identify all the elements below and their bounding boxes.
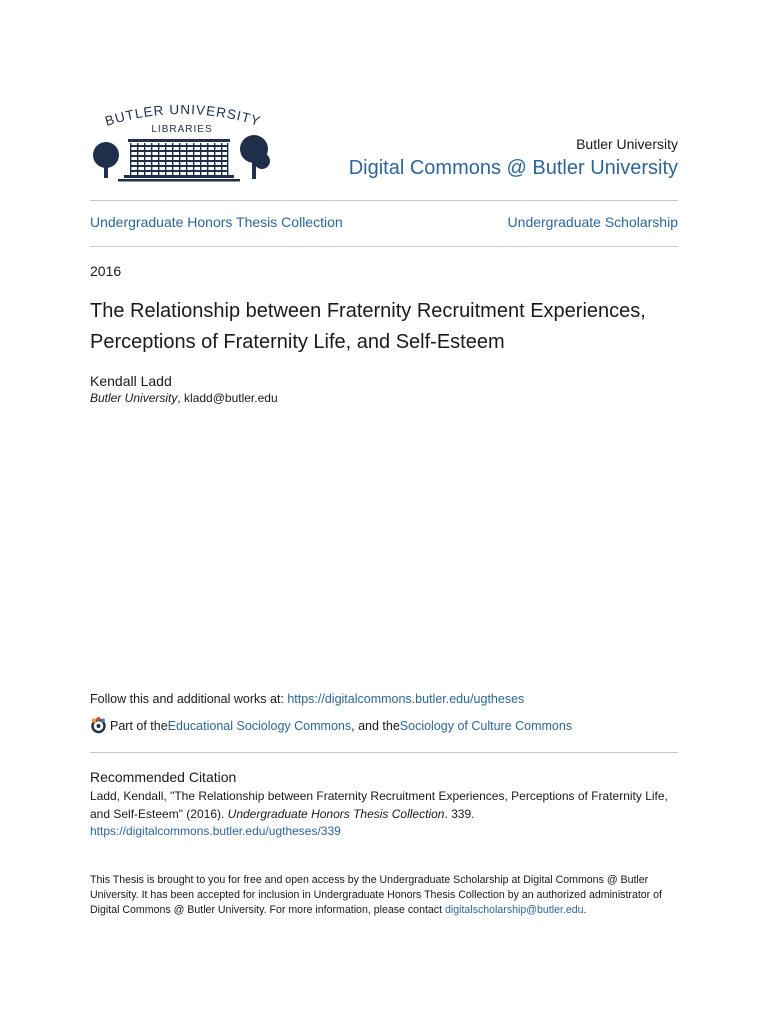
- publication-year: 2016: [90, 263, 122, 279]
- logo-line1: BUTLER UNIVERSITY: [103, 105, 263, 129]
- network-commons-icon: [90, 717, 107, 734]
- citation-block: [90, 788, 680, 841]
- divider: [90, 752, 678, 753]
- follow-url-link[interactable]: https://digitalcommons.butler.edu/ugtheses: [287, 692, 525, 706]
- access-statement-end: .: [583, 904, 587, 916]
- butler-libraries-logo: [90, 105, 275, 187]
- contact-email-link[interactable]: digitalscholarship@butler.edu: [444, 904, 584, 916]
- logo-line2: LIBRARIES: [151, 124, 213, 135]
- access-statement: [90, 873, 680, 918]
- follow-prefix: Follow this and additional works at:: [90, 692, 288, 706]
- scholarship-link[interactable]: Undergraduate Scholarship: [507, 214, 678, 230]
- institution-name: Butler University: [576, 136, 678, 152]
- repository-link[interactable]: Digital Commons @ Butler University: [348, 157, 678, 179]
- author-name: Kendall Ladd: [90, 373, 172, 389]
- affiliation-name: Butler University: [90, 391, 178, 405]
- sociology-of-culture-commons-link[interactable]: Sociology of Culture Commons: [399, 718, 573, 733]
- citation-url-link[interactable]: https://digitalcommons.butler.edu/ugtheses/339: [90, 824, 341, 838]
- follow-line: [90, 692, 524, 706]
- part-of-prefix: Part of the: [110, 718, 168, 733]
- part-of-middle: , and the: [351, 718, 400, 733]
- citation-text: Ladd, Kendall, "The Relationship between Fraternity Recruitment Experiences, Perceptions of Fraternity Life, and Self-Esteem" (2016).: [90, 789, 668, 821]
- author-affiliation: Butler University, kladd@butler.edu: [90, 391, 278, 405]
- citation-number: . 339.: [444, 806, 475, 821]
- educational-sociology-commons-link[interactable]: Educational Sociology Commons: [167, 718, 352, 733]
- collection-link[interactable]: Undergraduate Honors Thesis Collection: [90, 214, 343, 230]
- author-email: kladd@butler.edu: [184, 391, 278, 405]
- citation-collection: Undergraduate Honors Thesis Collection: [227, 806, 445, 821]
- part-of-line: [90, 717, 572, 734]
- divider: [90, 246, 678, 247]
- recommended-citation-heading: Recommended Citation: [90, 769, 237, 785]
- access-statement-text: This Thesis is brought to you for free and open access by the Undergraduate Scholarship at Digital Commons @ Butler University. It has been accepted for inclusion in Undergraduate Honors Thesis Collection by an authorized administrator of Digital Commons @ Butler University. For more information, please contact: [90, 874, 662, 916]
- divider: [90, 200, 678, 201]
- paper-title: The Relationship between Fraternity Recruitment Experiences, Perceptions of Fraternity Life, and Self-Esteem: [90, 300, 646, 353]
- library-building-icon: [90, 105, 275, 187]
